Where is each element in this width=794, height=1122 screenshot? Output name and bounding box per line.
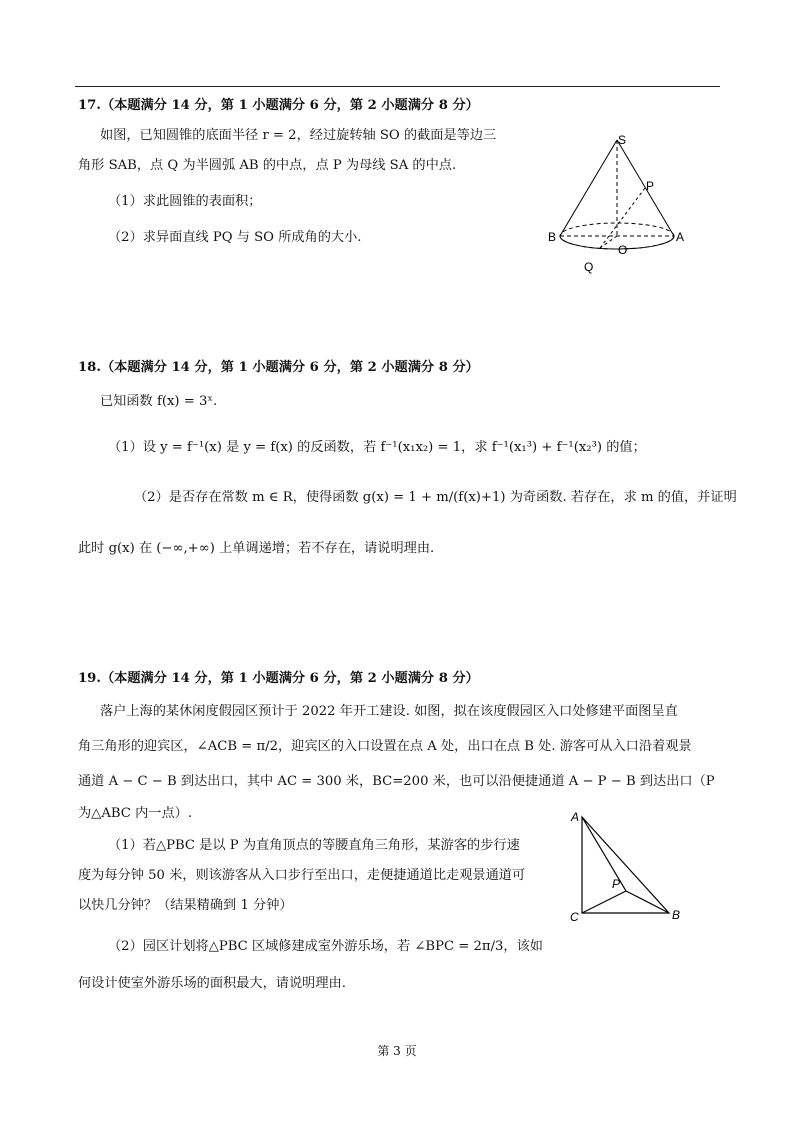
q19-line-4: 为△ABC 内一点）. [78,806,193,821]
label-S: S [618,133,627,147]
q19-line-2: 角三角形的迎宾区，∠ACB = π/2，迎宾区的入口设置在点 A 处，出口在点 B 处. 游客可从入口沿着观景 [78,739,692,754]
label-O: O [618,243,628,257]
q19-part-1-a: （1）若△PBC 是以 P 为直角顶点的等腰直角三角形，某游客的步行速 [108,838,520,853]
header-rule [75,86,720,87]
cone-figure [540,128,710,288]
label-P: P [612,877,621,891]
label-B: B [672,908,681,922]
page-number: 第 3 页 [377,1044,417,1058]
q19-line-1: 落户上海的某休闲度假园区预计于 2022 年开工建设. 如图，拟在该度假园区入口处修建平面图呈直 [100,704,678,719]
q17-heading: 17.（本题满分 14 分，第 1 小题满分 6 分，第 2 小题满分 8 分） [78,98,479,113]
q17-line-1: 如图，已知圆锥的底面半径 r = 2，经过旋转轴 SO 的截面是等边三 [100,128,497,143]
q19-line-3: 通道 A − C − B 到达出口，其中 AC = 300 米，BC=200 米，也可以沿便捷通道 A − P − B 到达出口（P [78,774,715,789]
q19-part-1-b: 度为每分钟 50 米，则该游客从入口步行至出口，走便捷通道比走观景通道可 [78,868,526,883]
q17-part-2: （2）求异面直线 PQ 与 SO 所成角的大小. [108,230,362,245]
q19-part-1-c: 以快几分钟？（结果精确到 1 分钟） [78,898,293,913]
label-A: A [676,230,685,244]
q19-heading: 19.（本题满分 14 分，第 1 小题满分 6 分，第 2 小题满分 8 分） [78,671,479,686]
q18-line-1: 已知函数 f(x) = 3ˣ. [100,394,218,409]
q19-part-2-b: 何设计使室外游乐场的面积最大，请说明理由. [78,976,346,991]
q17-part-1: （1）求此圆锥的表面积； [108,194,262,209]
q18-line-4: 此时 g(x) 在 (−∞,+∞) 上单调递增；若不存在，请说明理由. [78,541,435,556]
q18-heading: 18.（本题满分 14 分，第 1 小题满分 6 分，第 2 小题满分 8 分） [78,360,479,375]
triangle-figure [562,805,702,925]
label-P: P [646,179,655,193]
q18-part-2: （2）是否存在常数 m ∈ R，使得函数 g(x) = 1 + m/(f(x)+1) 为奇函数. 若存在，求 m 的值，并证明 [134,490,737,505]
q19-part-2-a: （2）园区计划将△PBC 区域修建成室外游乐场，若 ∠BPC = 2π/3，该如 [108,939,543,954]
q17-line-2: 角形 SAB，点 Q 为半圆弧 AB 的中点，点 P 为母线 SA 的中点. [78,158,457,173]
q18-part-1: （1）设 y = f⁻¹(x) 是 y = f(x) 的反函数，若 f⁻¹(x₁x₂) = 1，求 f⁻¹(x₁³) + f⁻¹(x₂³) 的值； [108,440,646,455]
label-A: A [571,810,580,824]
label-B: B [548,230,557,244]
label-C: C [570,910,579,924]
label-Q: Q [584,260,594,274]
